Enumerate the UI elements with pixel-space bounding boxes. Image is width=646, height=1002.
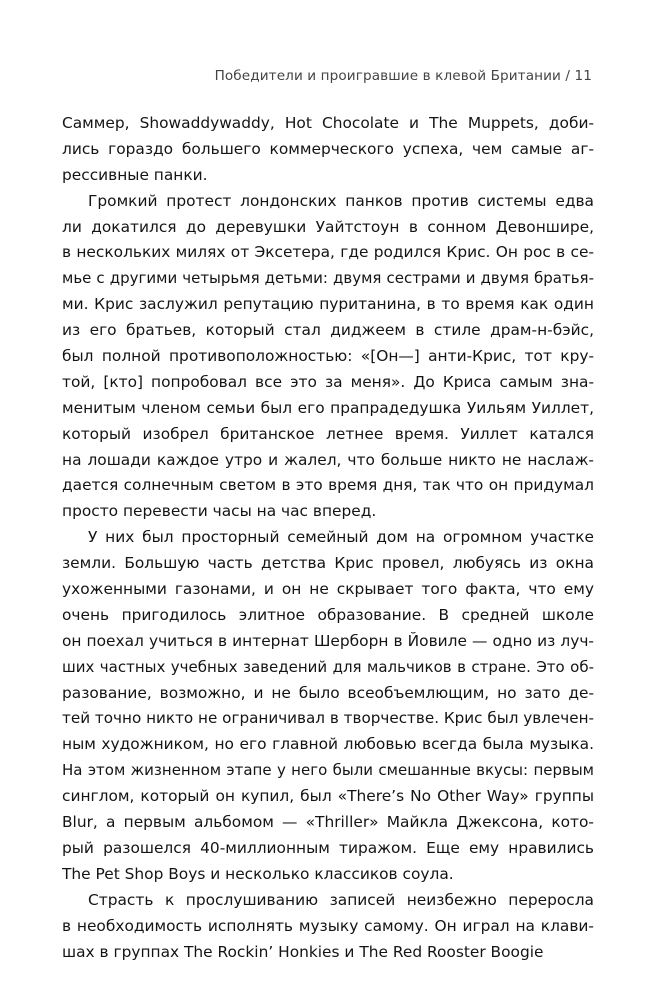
text-line: из его братьев, который стал диджеем в стиле драм-н-бэйс, — [62, 321, 594, 340]
text-line: ным художником, но его главной любовью всегда была музыка. — [62, 735, 594, 754]
text-line: шах в группах The Rockin’ Honkies и The Red Rooster Boogie — [62, 942, 544, 961]
text-line: на лошади каждое утро и жалел, что больше никто не наслаж- — [62, 450, 594, 469]
text-line: который изобрел британское летнее время. Уиллет катался — [62, 424, 594, 443]
text-line: рый разошелся 40-миллионным тиражом. Еще ему нравились — [62, 838, 594, 857]
text-line: в нескольких милях от Эксетера, где родился Крис. Он рос в се- — [62, 243, 594, 262]
text-line: менитым членом семьи был его прапрадедушка Уильям Уиллет, — [62, 398, 594, 417]
paragraph-first-line: Громкий протест лондонских панков против системы едва — [88, 191, 594, 210]
text-line: просто перевести часы на час вперед. — [62, 502, 377, 521]
text-line: той, [кто] попробовал все это за меня». До Криса самым зна- — [62, 372, 594, 391]
running-header — [215, 68, 592, 84]
paragraph-first-line: Страсть к прослушиванию записей неизбежно переросла — [88, 890, 594, 909]
text-line: тей точно никто не ограничивал в творчестве. Крис был увлечен- — [62, 709, 594, 728]
text-line: Саммер, Showaddywaddy, Hot Chocolate и The Muppets, доби- — [62, 114, 594, 132]
text-line: ших частных учебных заведений для мальчиков в стране. Это об- — [62, 657, 594, 676]
text-line: мье с другими четырьмя детьми: двумя сестрами и двумя братья- — [62, 269, 594, 288]
text-line: ли докатился до деревушки Уайтстоун в сонном Девоншире, — [62, 217, 594, 236]
paragraph-first-line: У них был просторный семейный дом на огромном участке — [88, 528, 594, 547]
text-line: рессивные панки. — [62, 165, 208, 184]
text-line: он поехал учиться в интернат Шерборн в Йовиле — одно из луч- — [62, 631, 594, 650]
text-line: лись гораздо большего коммерческого успеха, чем самые аг- — [62, 139, 594, 158]
text-line: На этом жизненном этапе у него были смешанные вкусы: первым — [62, 761, 594, 780]
body-text — [62, 111, 594, 965]
text-line: дается солнечным светом в это время дня, так что он придумал — [62, 476, 594, 495]
text-line: очень пригодилось элитное образование. В средней школе — [62, 605, 594, 624]
text-line: синглом, который он купил, был «There’s No Other Way» группы — [62, 787, 594, 806]
text-line: был полной противоположностью: «[Он—] анти-Крис, тот кру- — [62, 347, 594, 366]
text-line: The Pet Shop Boys и несколько классиков соула. — [62, 864, 454, 883]
text-line: разование, возможно, и не было всеобъемлющим, но зато де- — [62, 683, 594, 702]
running-title: Победители и проигравшие в клевой Британии / 11 — [214, 68, 592, 84]
text-line: Blur, а первым альбомом — «Thriller» Майкла Джексона, кото- — [62, 813, 594, 832]
text-line: ухоженными газонами, и он не скрывает того факта, что ему — [62, 580, 594, 599]
text-line: ми. Крис заслужил репутацию пуританина, в то время как один — [62, 295, 594, 314]
text-line: в необходимость исполнять музыку самому. Он играл на клави- — [62, 916, 594, 935]
text-line: земли. Большую часть детства Крис провел, любуясь из окна — [62, 554, 594, 573]
